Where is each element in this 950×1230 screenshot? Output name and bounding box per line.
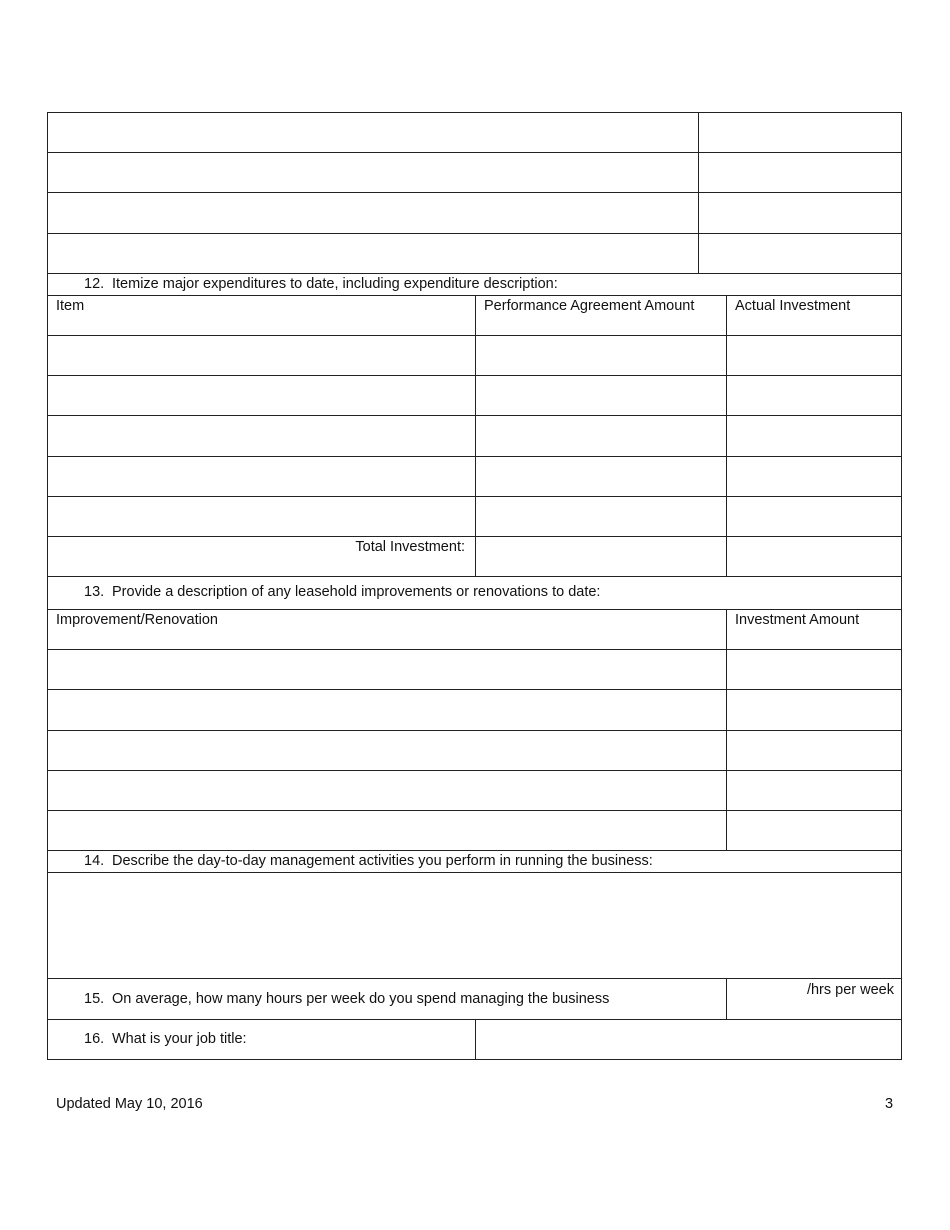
hours-per-week-unit: /hrs per week (806, 982, 894, 998)
top-row-amount-cell[interactable] (698, 193, 901, 233)
expenditure-row (47, 376, 902, 416)
improvement-description-cell[interactable] (48, 771, 726, 810)
top-row-amount-input[interactable] (699, 193, 901, 233)
top-row-amount-cell[interactable] (698, 113, 901, 152)
expenditure-agreement-input[interactable] (476, 336, 726, 375)
improvement-row (47, 771, 902, 811)
improvement-description-input[interactable] (48, 650, 726, 689)
expenditure-agreement-input[interactable] (476, 376, 726, 415)
question-13-text (84, 583, 600, 601)
question-15-row (47, 979, 902, 1020)
expenditure-actual-cell[interactable] (726, 457, 901, 496)
top-row-amount-cell[interactable] (698, 234, 901, 273)
total-agreement-input[interactable] (476, 537, 726, 576)
job-title-input[interactable] (476, 1020, 901, 1059)
improvement-amount-input[interactable] (727, 771, 901, 810)
question-15-number: 15. (84, 991, 105, 1007)
expenditure-actual-input[interactable] (727, 497, 901, 536)
management-activities-textarea[interactable] (48, 873, 901, 978)
top-row-description-cell[interactable] (48, 113, 698, 152)
expenditure-actual-input[interactable] (727, 376, 901, 415)
expenditure-header-row (47, 296, 902, 336)
question-13-row (47, 577, 902, 610)
investment-amount-column-header: Investment Amount (735, 612, 860, 628)
question-15-text (84, 990, 609, 1008)
expenditure-actual-cell[interactable] (726, 376, 901, 415)
top-row-description-cell[interactable] (48, 193, 698, 233)
question-13-label: Provide a description of any leasehold improvements or renovations to date: (112, 584, 601, 600)
improvement-description-cell[interactable] (48, 650, 726, 689)
footer-page-number: 3 (885, 1096, 894, 1112)
top-row-description-cell[interactable] (48, 234, 698, 273)
management-activities-cell[interactable] (48, 873, 901, 978)
expenditure-item-cell[interactable] (48, 497, 475, 536)
total-investment-row (47, 537, 902, 577)
expenditure-item-input[interactable] (48, 497, 475, 536)
improvement-description-input[interactable] (48, 811, 726, 850)
expenditure-item-cell[interactable] (48, 336, 475, 375)
improvement-amount-cell[interactable] (726, 811, 901, 850)
total-actual-input[interactable] (727, 537, 901, 576)
total-actual-cell[interactable] (726, 537, 901, 576)
question-15-label: On average, how many hours per week do you spend managing the business (112, 991, 610, 1007)
actual-investment-column-header: Actual Investment (735, 298, 851, 314)
expenditure-agreement-cell[interactable] (475, 457, 726, 496)
question-16-row (47, 1020, 902, 1060)
expenditure-actual-input[interactable] (727, 457, 901, 496)
expenditure-agreement-cell[interactable] (475, 416, 726, 456)
improvement-description-input[interactable] (48, 731, 726, 770)
expenditure-actual-cell[interactable] (726, 497, 901, 536)
improvement-amount-cell[interactable] (726, 771, 901, 810)
total-agreement-cell[interactable] (475, 537, 726, 576)
question-12-label: Itemize major expenditures to date, including expenditure description: (112, 276, 558, 292)
agreement-header-cell (475, 296, 726, 335)
question-12-number: 12. (84, 276, 105, 292)
top-row-amount-cell[interactable] (698, 153, 901, 192)
expenditure-agreement-input[interactable] (476, 416, 726, 456)
improvement-column-header: Improvement/Renovation (56, 612, 218, 628)
question-16-number: 16. (84, 1031, 105, 1047)
expenditure-agreement-input[interactable] (476, 497, 726, 536)
top-row-description-input[interactable] (48, 234, 698, 273)
top-row-description-input[interactable] (48, 113, 698, 152)
expenditure-agreement-cell[interactable] (475, 376, 726, 415)
expenditure-row (47, 457, 902, 497)
expenditure-actual-input[interactable] (727, 416, 901, 456)
expenditure-row (47, 336, 902, 376)
expenditure-item-cell[interactable] (48, 416, 475, 456)
investment-amount-header-cell (726, 610, 901, 649)
top-table-row (47, 234, 902, 274)
actual-header-cell (726, 296, 901, 335)
expenditure-row (47, 497, 902, 537)
top-table-row (47, 193, 902, 234)
expenditure-agreement-cell[interactable] (475, 336, 726, 375)
improvement-header-row (47, 610, 902, 650)
improvement-amount-cell[interactable] (726, 731, 901, 770)
expenditure-agreement-input[interactable] (476, 457, 726, 496)
improvement-description-cell[interactable] (48, 690, 726, 730)
job-title-cell[interactable] (475, 1020, 901, 1059)
top-row-description-input[interactable] (48, 193, 698, 233)
total-investment-label: Total Investment: (355, 539, 465, 555)
improvement-description-input[interactable] (48, 771, 726, 810)
top-row-amount-input[interactable] (699, 113, 901, 152)
expenditure-item-cell[interactable] (48, 457, 475, 496)
question-13-number: 13. (84, 584, 105, 600)
expenditure-item-cell[interactable] (48, 376, 475, 415)
improvement-description-input[interactable] (48, 690, 726, 730)
expenditure-actual-cell[interactable] (726, 336, 901, 375)
top-row-amount-input[interactable] (699, 153, 901, 192)
improvement-description-cell[interactable] (48, 811, 726, 850)
question-14-text (84, 852, 653, 870)
top-table-row (47, 112, 902, 153)
expenditure-item-input[interactable] (48, 336, 475, 375)
improvement-row (47, 690, 902, 731)
improvement-amount-input[interactable] (727, 731, 901, 770)
improvement-row (47, 650, 902, 690)
improvement-row (47, 811, 902, 851)
question-14-row (47, 851, 902, 873)
improvement-description-cell[interactable] (48, 731, 726, 770)
expenditure-row (47, 416, 902, 457)
improvement-amount-input[interactable] (727, 811, 901, 850)
top-row-description-cell[interactable] (48, 153, 698, 192)
expenditure-agreement-cell[interactable] (475, 497, 726, 536)
top-row-description-input[interactable] (48, 153, 698, 192)
improvement-row (47, 731, 902, 771)
question-16-label: What is your job title: (112, 1031, 247, 1047)
item-column-header: Item (56, 298, 85, 314)
expenditure-item-input[interactable] (48, 376, 475, 415)
improvement-amount-input[interactable] (727, 690, 901, 730)
management-activities-row (47, 873, 902, 979)
agreement-amount-column-header: Performance Agreement Amount (484, 298, 695, 314)
top-table-row (47, 153, 902, 193)
expenditure-item-input[interactable] (48, 416, 475, 456)
application-form (47, 112, 902, 1060)
improvement-amount-cell[interactable] (726, 690, 901, 730)
expenditure-actual-input[interactable] (727, 336, 901, 375)
improvement-amount-cell[interactable] (726, 650, 901, 689)
expenditure-actual-cell[interactable] (726, 416, 901, 456)
hours-per-week-cell[interactable] (726, 979, 901, 1019)
improvement-amount-input[interactable] (727, 650, 901, 689)
question-14-number: 14. (84, 853, 105, 869)
question-12-row (47, 274, 902, 296)
question-14-label: Describe the day-to-day management activities you perform in running the business: (112, 853, 653, 869)
question-12-text (84, 275, 558, 293)
expenditure-item-input[interactable] (48, 457, 475, 496)
top-row-amount-input[interactable] (699, 234, 901, 273)
question-16-text (84, 1030, 247, 1048)
footer-updated-date: Updated May 10, 2016 (56, 1096, 203, 1112)
